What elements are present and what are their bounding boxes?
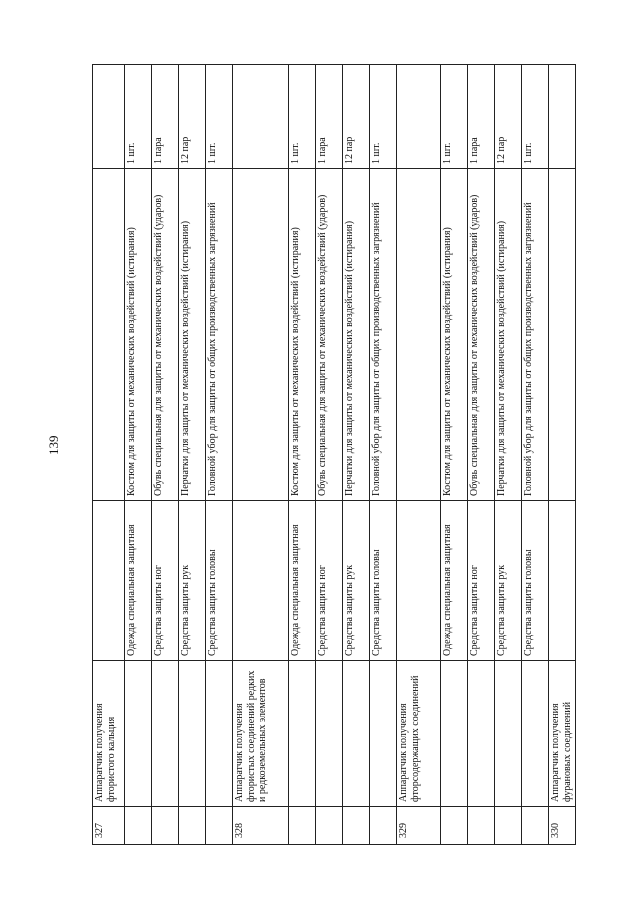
row-number-cell [179,807,206,845]
ppe-item-cell: Обувь специальная для защиты от механических воздействий (ударов) [152,169,179,501]
ppe-quantity-cell [549,65,576,169]
ppe-type-cell: Средства защиты головы [522,501,549,661]
ppe-item-cell: Обувь специальная для защиты от механических воздействий (ударов) [316,169,343,501]
row-number-cell [370,807,397,845]
ppe-item-cell [233,169,289,501]
ppe-item-cell: Головной убор для защиты от общих производственных загрязнений [206,169,233,501]
ppe-type-cell: Средства защиты рук [495,501,522,661]
row-number-cell [206,807,233,845]
profession-name-cell [206,661,233,807]
ppe-type-cell: Средства защиты головы [206,501,233,661]
profession-name-cell: Аппаратчик получения фурановых соединений [549,661,576,807]
row-number-cell [468,807,495,845]
row-number-cell [289,807,316,845]
ppe-item-cell [549,169,576,501]
table-row [316,65,343,845]
ppe-type-cell: Средства защиты рук [343,501,370,661]
ppe-item-cell: Перчатки для защиты от механических воздействий (истирания) [343,169,370,501]
table-row [468,65,495,845]
ppe-type-cell [549,501,576,661]
ppe-quantity-cell: 1 шт. [206,65,233,169]
ppe-type-cell [93,501,125,661]
table-row [549,65,576,845]
ppe-type-cell: Одежда специальная защитная [441,501,468,661]
ppe-quantity-cell: 12 пар [343,65,370,169]
ppe-table [92,64,576,845]
table-row [370,65,397,845]
ppe-item-cell: Головной убор для защиты от общих производственных загрязнений [370,169,397,501]
ppe-item-cell: Перчатки для защиты от механических воздействий (истирания) [495,169,522,501]
row-number-cell: 330 [549,807,576,845]
ppe-item-cell: Костюм для защиты от механических воздействий (истирания) [441,169,468,501]
ppe-type-cell: Средства защиты ног [152,501,179,661]
ppe-type-cell [397,501,441,661]
table-row [179,65,206,845]
ppe-item-cell [93,169,125,501]
profession-name-cell: Аппаратчик получения фторсодержащих соединений [397,661,441,807]
profession-name-cell: Аппаратчик получения фтористого кальция [93,661,125,807]
table-row [441,65,468,845]
table-row [206,65,233,845]
ppe-type-cell: Средства защиты ног [316,501,343,661]
row-number-cell: 327 [93,807,125,845]
row-number-cell: 328 [233,807,289,845]
row-number-cell [495,807,522,845]
ppe-type-cell: Средства защиты головы [370,501,397,661]
ppe-type-cell [233,501,289,661]
ppe-item-cell: Костюм для защиты от механических воздействий (истирания) [289,169,316,501]
ppe-quantity-cell: 1 шт. [370,65,397,169]
row-number-cell: 329 [397,807,441,845]
table-row [522,65,549,845]
ppe-type-cell: Средства защиты рук [179,501,206,661]
ppe-table-body [93,65,576,845]
ppe-type-cell: Средства защиты ног [468,501,495,661]
profession-name-cell [441,661,468,807]
ppe-quantity-cell: 1 шт. [441,65,468,169]
row-number-cell [316,807,343,845]
profession-name-cell: Аппаратчик получения фтористых соединений редких и редкоземельных элементов [233,661,289,807]
profession-name-cell [289,661,316,807]
ppe-type-cell: Одежда специальная защитная [125,501,152,661]
row-number-cell [522,807,549,845]
profession-name-cell [468,661,495,807]
ppe-type-cell: Одежда специальная защитная [289,501,316,661]
profession-name-cell [522,661,549,807]
ppe-quantity-cell [397,65,441,169]
profession-name-cell [179,661,206,807]
table-row [289,65,316,845]
row-number-cell [125,807,152,845]
ppe-quantity-cell: 12 пар [179,65,206,169]
ppe-table-container [92,65,573,845]
row-number-cell [343,807,370,845]
ppe-item-cell: Костюм для защиты от механических воздействий (истирания) [125,169,152,501]
profession-name-cell [343,661,370,807]
ppe-quantity-cell [93,65,125,169]
table-row [233,65,289,845]
table-row [125,65,152,845]
ppe-quantity-cell: 1 пара [316,65,343,169]
ppe-quantity-cell: 1 шт. [522,65,549,169]
table-row [343,65,370,845]
row-number-cell [152,807,179,845]
ppe-item-cell: Обувь специальная для защиты от механических воздействий (ударов) [468,169,495,501]
ppe-quantity-cell: 1 шт. [289,65,316,169]
ppe-item-cell: Перчатки для защиты от механических воздействий (истирания) [179,169,206,501]
profession-name-cell [316,661,343,807]
ppe-quantity-cell [233,65,289,169]
row-number-cell [441,807,468,845]
profession-name-cell [370,661,397,807]
table-row [397,65,441,845]
ppe-quantity-cell: 1 шт. [125,65,152,169]
profession-name-cell [495,661,522,807]
page-number: 139 [46,435,61,455]
table-row [93,65,125,845]
table-row [152,65,179,845]
ppe-quantity-cell: 12 пар [495,65,522,169]
profession-name-cell [152,661,179,807]
ppe-item-cell [397,169,441,501]
profession-name-cell [125,661,152,807]
ppe-quantity-cell: 1 пара [152,65,179,169]
ppe-quantity-cell: 1 пара [468,65,495,169]
ppe-item-cell: Головной убор для защиты от общих производственных загрязнений [522,169,549,501]
table-row [495,65,522,845]
